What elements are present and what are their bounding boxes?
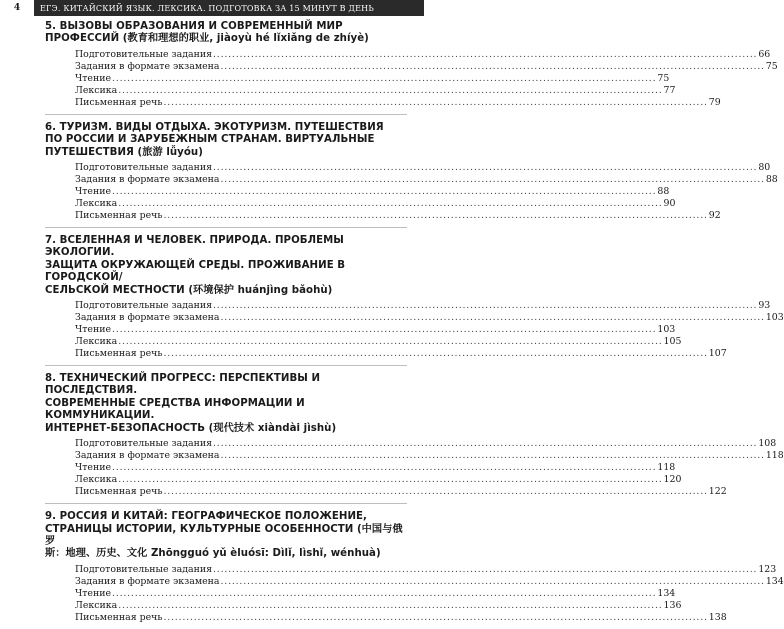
dot-leader [112,73,656,85]
section-title [45,511,407,561]
dot-leader [213,162,757,174]
toc-section [45,503,784,629]
dot-leader [118,474,662,486]
page-number: 4 [0,0,34,16]
running-header [0,0,424,16]
dot-leader [118,85,662,97]
entry-label: Чтение [75,587,112,599]
section-title-line: 斯：地理、历史、文化 Zhōngguó yǔ èluósī: Dìlǐ, lìshǐ, wénhuà) [45,548,381,560]
dot-leader [213,49,757,61]
entry-page-number: 103 [657,324,676,336]
entry-page-number: 90 [663,198,676,210]
toc-entry[interactable] [75,312,784,324]
dot-leader [163,210,707,222]
dot-leader [221,174,765,186]
entry-label: Задания в формате экзамена [75,174,220,186]
entry-list [45,563,784,624]
toc-entry[interactable] [75,611,727,624]
toc-entry[interactable] [75,300,771,312]
toc-entry[interactable] [75,324,676,336]
dot-leader [221,450,765,462]
entry-label: Чтение [75,324,112,336]
entry-page-number: 107 [708,348,727,360]
entry-label: Задания в формате экзамена [75,60,220,72]
dot-leader [118,336,662,348]
toc-entry[interactable] [75,84,676,97]
toc-entry[interactable] [75,162,771,174]
entry-page-number: 118 [657,462,676,474]
toc-entry[interactable] [75,186,670,198]
toc-entry[interactable] [75,486,727,498]
entry-page-number: 80 [758,162,771,174]
entry-page-number: 123 [758,563,777,575]
toc-entry[interactable] [75,450,784,462]
toc-section [45,114,778,227]
entry-label: Подготовительные задания [75,48,213,60]
entry-page-number: 105 [663,336,682,348]
entry-label: Лексика [75,474,118,486]
dot-leader [163,348,707,360]
entry-list [45,438,784,498]
entry-label: Чтение [75,462,112,474]
entry-list [45,162,778,222]
entry-page-number: 88 [765,174,778,186]
entry-page-number: 138 [708,611,727,623]
toc-entry[interactable] [75,48,771,61]
toc-entry[interactable] [75,575,784,588]
dot-leader [163,486,707,498]
entry-label: Письменная речь [75,210,163,222]
toc-entry[interactable] [75,198,676,210]
dot-leader [163,97,707,109]
dot-leader [118,198,662,210]
entry-label: Письменная речь [75,611,163,623]
dot-leader [112,324,656,336]
section-title-line: СЕЛЬСКОЙ МЕСТНОСТИ (环境保护 huánjìng bǎohù) [45,284,333,296]
running-title: ЕГЭ. КИТАЙСКИЙ ЯЗЫК. ЛЕКСИКА. ПОДГОТОВКА ЗА 15 МИНУТ В ДЕНЬ [34,0,424,16]
entry-page-number: 66 [758,48,771,60]
entry-page-number: 88 [657,186,670,198]
dot-leader [213,564,757,576]
dot-leader [118,600,662,612]
entry-page-number: 122 [708,486,727,498]
toc-section [45,365,784,503]
entry-page-number: 134 [657,587,676,599]
section-title-line: 7. ВСЕЛЕННАЯ И ЧЕЛОВЕК. ПРИРОДА. ПРОБЛЕМЫ ЭКОЛОГИИ. [45,235,344,259]
section-title [45,21,407,46]
section-title-line: ПРОФЕССИЙ (教育和理想的职业, jiàoyù hé lǐxiǎng de zhíyè) [45,33,369,45]
toc-entry[interactable] [75,348,727,360]
dot-leader [213,438,757,450]
toc-entry[interactable] [75,210,721,222]
entry-label: Лексика [75,599,118,611]
section-title [45,373,407,435]
toc-entry[interactable] [75,587,676,600]
dot-leader [112,588,656,600]
entry-label: Письменная речь [75,96,163,108]
toc-entry[interactable] [75,563,777,576]
dot-leader [221,312,765,324]
entry-page-number: 93 [758,300,771,312]
entry-label: Чтение [75,72,112,84]
section-title-line: ПО РОССИИ И ЗАРУБЕЖНЫМ СТРАНАМ. ВИРТУАЛЬНЫЕ [45,134,375,146]
section-title-line: СОВРЕМЕННЫЕ СРЕДСТВА ИНФОРМАЦИИ И КОММУНИКАЦИИ. [45,397,305,422]
entry-page-number: 103 [765,312,784,324]
entry-label: Чтение [75,186,112,198]
toc-entry[interactable] [75,96,721,109]
entry-label: Задания в формате экзамена [75,575,220,587]
entry-page-number: 120 [663,474,682,486]
toc-entry[interactable] [75,336,682,348]
toc-entry[interactable] [75,60,778,73]
dot-leader [213,300,757,312]
entry-page-number: 136 [663,599,682,611]
entry-page-number: 118 [765,450,784,462]
entry-page-number: 134 [765,575,784,587]
entry-label: Задания в формате экзамена [75,450,220,462]
entry-label: Подготовительные задания [75,563,213,575]
section-title-line: 9. РОССИЯ И КИТАЙ: ГЕОГРАФИЧЕСКОЕ ПОЛОЖЕНИЕ, [45,511,367,523]
toc-entry[interactable] [75,599,682,612]
entry-label: Лексика [75,198,118,210]
dot-leader [221,576,765,588]
entry-page-number: 77 [663,84,676,96]
toc-entry[interactable] [75,462,676,474]
section-title-line: 8. ТЕХНИЧЕСКИЙ ПРОГРЕСС: ПЕРСПЕКТИВЫ И ПОСЛЕДСТВИЯ. [45,373,321,397]
entry-label: Лексика [75,336,118,348]
toc-entry[interactable] [75,72,670,85]
section-title [45,122,407,159]
entry-label: Подготовительные задания [75,300,213,312]
toc-entry[interactable] [75,174,778,186]
entry-label: Письменная речь [75,486,163,498]
dot-leader [221,61,765,73]
section-title-line: 5. ВЫЗОВЫ ОБРАЗОВАНИЯ И СОВРЕМЕННЫЙ МИР [45,21,343,32]
entry-page-number: 92 [708,210,721,222]
entry-page-number: 79 [708,96,721,108]
section-title-line: СТРАНИЦЫ ИСТОРИИ, КУЛЬТУРНЫЕ ОСОБЕННОСТИ (中国与俄罗 [45,523,403,547]
section-title-line: ИНТЕРНЕТ-БЕЗОПАСНОСТЬ (现代技术 xiàndài jìshù) [45,422,337,434]
entry-page-number: 108 [758,438,777,450]
entry-list [45,300,784,360]
section-title-line: ПУТЕШЕСТВИЯ (旅游 lǚyóu) [45,146,203,158]
section-title-line: ЗАЩИТА ОКРУЖАЮЩЕЙ СРЕДЫ. ПРОЖИВАНИЕ В ГОРОДСКОЙ/ [45,259,346,284]
entry-page-number: 75 [657,72,670,84]
toc-section [45,227,784,365]
table-of-contents [45,21,784,629]
entry-label: Письменная речь [75,348,163,360]
toc-section [45,21,778,114]
entry-label: Задания в формате экзамена [75,312,220,324]
entry-label: Подготовительные задания [75,438,213,450]
toc-entry[interactable] [75,438,777,450]
toc-entry[interactable] [75,474,682,486]
entry-label: Подготовительные задания [75,162,213,174]
dot-leader [112,186,656,198]
section-title-line: 6. ТУРИЗМ. ВИДЫ ОТДЫХА. ЭКОТУРИЗМ. ПУТЕШЕСТВИЯ [45,121,384,133]
section-title [45,235,407,297]
entry-page-number: 75 [765,60,778,72]
entry-label: Лексика [75,84,118,96]
dot-leader [163,612,707,624]
dot-leader [112,462,656,474]
entry-list [45,48,778,109]
